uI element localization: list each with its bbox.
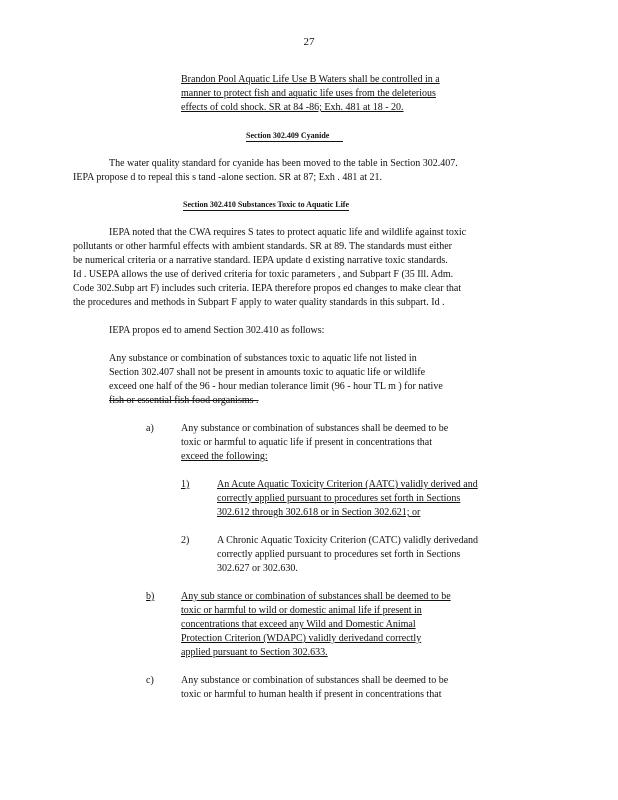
section-heading-302-410: Section 302.410 Substances Toxic to Aquatic Life xyxy=(183,200,350,209)
text-line: Brandon Pool Aquatic Life Use B Waters shall be controlled in a xyxy=(181,74,440,85)
item-label: 1) xyxy=(181,479,190,490)
text-line: Protection Criterion (WDAPC) validly derivedand correctly xyxy=(181,633,422,644)
text-line: toxic or harmful to human health if present in concentrations that xyxy=(181,689,442,700)
item-label: b) xyxy=(146,591,155,602)
text-line: A Chronic Aquatic Toxicity Criterion (CATC) validly derivedand xyxy=(217,535,479,546)
text-line: exceed the following: xyxy=(181,451,268,462)
text-line: Any substance or combination of substances shall be deemed to be xyxy=(181,423,449,434)
text-line: The water quality standard for cyanide has been moved to the table in Section 302.407. xyxy=(109,158,458,169)
text-line: Any substance or combination of substances toxic to aquatic life not listed in xyxy=(109,353,417,364)
amendment-intro: IEPA propos ed to amend Section 302.410 as follows: xyxy=(109,325,325,336)
text-line: be numerical criteria or a narrative standard. IEPA update d existing narrative toxic standards. xyxy=(73,255,448,266)
text-line: Id . USEPA allows the use of derived criteria for toxic parameters , and Subpart F (35 Ill. Adm. xyxy=(73,269,454,280)
text-line: Any sub stance or combination of substances shall be deemed to be xyxy=(181,591,451,602)
text-line: An Acute Aquatic Toxicity Criterion (AATC) validly derived and xyxy=(217,479,478,490)
text-line: exceed one half of the 96 - hour median tolerance limit (96 - hour TL m ) for native xyxy=(109,381,443,392)
item-label: 2) xyxy=(181,535,190,546)
item-label: c) xyxy=(146,675,154,686)
text-line: concentrations that exceed any Wild and Domestic Animal xyxy=(181,619,416,630)
text-line: IEPA noted that the CWA requires S tates to protect aquatic life and wildlife against toxic xyxy=(109,227,467,238)
text-line: toxic or harmful to wild or domestic animal life if present in xyxy=(181,605,422,616)
page-number: 27 xyxy=(303,36,315,48)
text-line: toxic or harmful to aquatic life if present in concentrations that xyxy=(181,437,433,448)
text-line: manner to protect fish and aquatic life uses from the deleterious xyxy=(181,88,436,99)
text-line: Any substance or combination of substances shall be deemed to be xyxy=(181,675,449,686)
text-line: applied pursuant to Section 302.633. xyxy=(181,647,328,658)
text-line: the procedures and methods in Subpart F apply to water quality standards in this subpart. Id . xyxy=(73,297,445,308)
text-line: Code 302.Subp art F) includes such criteria. IEPA therefore propos ed changes to make clear that xyxy=(73,283,462,294)
text-line: effects of cold shock. SR at 84 -86; Exh. 481 at 18 - 20. xyxy=(181,102,404,113)
text-line: 302.627 or 302.630. xyxy=(217,563,298,574)
text-line: correctly applied pursuant to procedures set forth in Sections xyxy=(217,493,461,504)
text-line: Section 302.407 shall not be present in amounts toxic to aquatic life or wildlife xyxy=(109,367,426,378)
text-line: correctly applied pursuant to procedures set forth in Sections xyxy=(217,549,461,560)
text-line: pollutants or other harmful effects with ambient standards. SR at 89. The standards must either xyxy=(73,241,452,252)
section-heading-302-409: Section 302.409 Cyanide xyxy=(246,131,343,140)
text-line: IEPA propose d to repeal this s tand -alone section. SR at 87; Exh . 481 at 21. xyxy=(73,172,383,183)
item-label: a) xyxy=(146,423,154,434)
text-line: 302.612 through 302.618 or in Section 302.621; or xyxy=(217,507,421,518)
struck-text-line: fish or essential fish food organisms . xyxy=(109,395,259,406)
